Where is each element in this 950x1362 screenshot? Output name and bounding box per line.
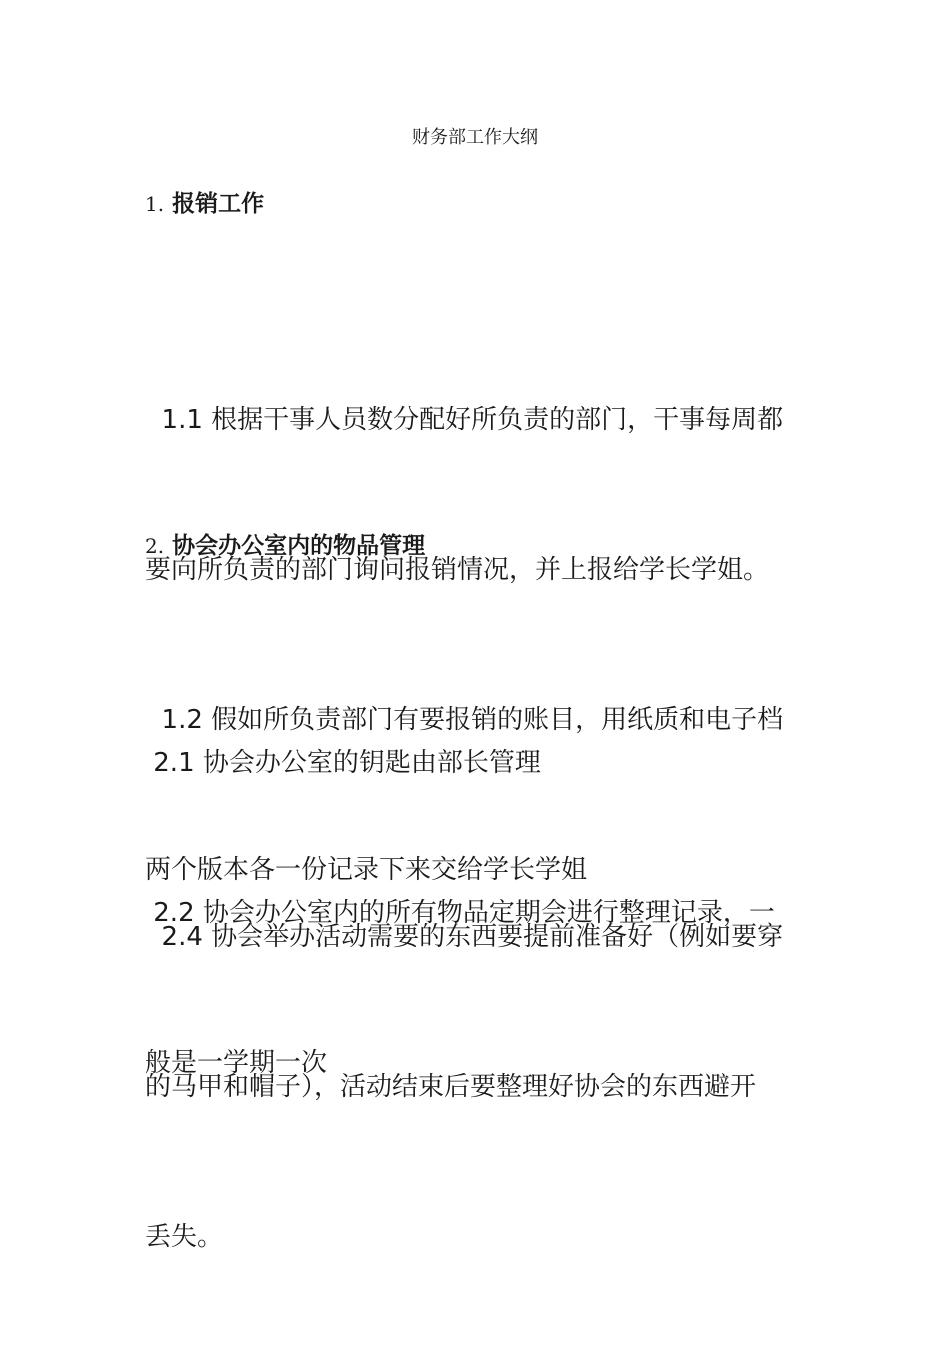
paragraph-line: 的马甲和帽子），活动结束后要整理好协会的东西避开 bbox=[145, 1072, 757, 1102]
paragraph-line: 2.2 协会办公室内的所有物品定期会进行整理记录，一 bbox=[145, 898, 775, 928]
paragraph-line: 2.1 协会办公室的钥匙由部长管理 bbox=[145, 748, 541, 778]
section-2-heading bbox=[145, 530, 425, 562]
paragraph-line: 要向所负责的部门询问报销情况，并上报给学长学姐。 bbox=[145, 555, 770, 585]
section-1-number: 1. bbox=[145, 192, 165, 216]
paragraph-line: 2.4 协会举办活动需要的东西要提前准备好（例如要穿 bbox=[145, 922, 784, 952]
paragraph-line: 丢失。 bbox=[145, 1222, 224, 1252]
paragraph-line: 般是一学期一次 bbox=[145, 1048, 328, 1078]
paragraph-line: 1.2 假如所负责部门有要报销的账目，用纸质和电子档 bbox=[145, 705, 784, 735]
section-2-body-b bbox=[145, 812, 815, 1362]
section-2-title: 协会办公室内的物品管理 bbox=[172, 533, 426, 559]
page-title: 财务部工作大纲 bbox=[412, 127, 538, 148]
section-1-heading bbox=[145, 188, 264, 220]
section-1-title: 报销工作 bbox=[172, 191, 265, 217]
paragraph-line: 1.1 根据干事人员数分配好所负责的部门，干事每周都 bbox=[145, 405, 784, 435]
section-2-number: 2. bbox=[145, 534, 165, 558]
paragraph-line: 两个版本各一份记录下来交给学长学姐 bbox=[145, 855, 588, 885]
